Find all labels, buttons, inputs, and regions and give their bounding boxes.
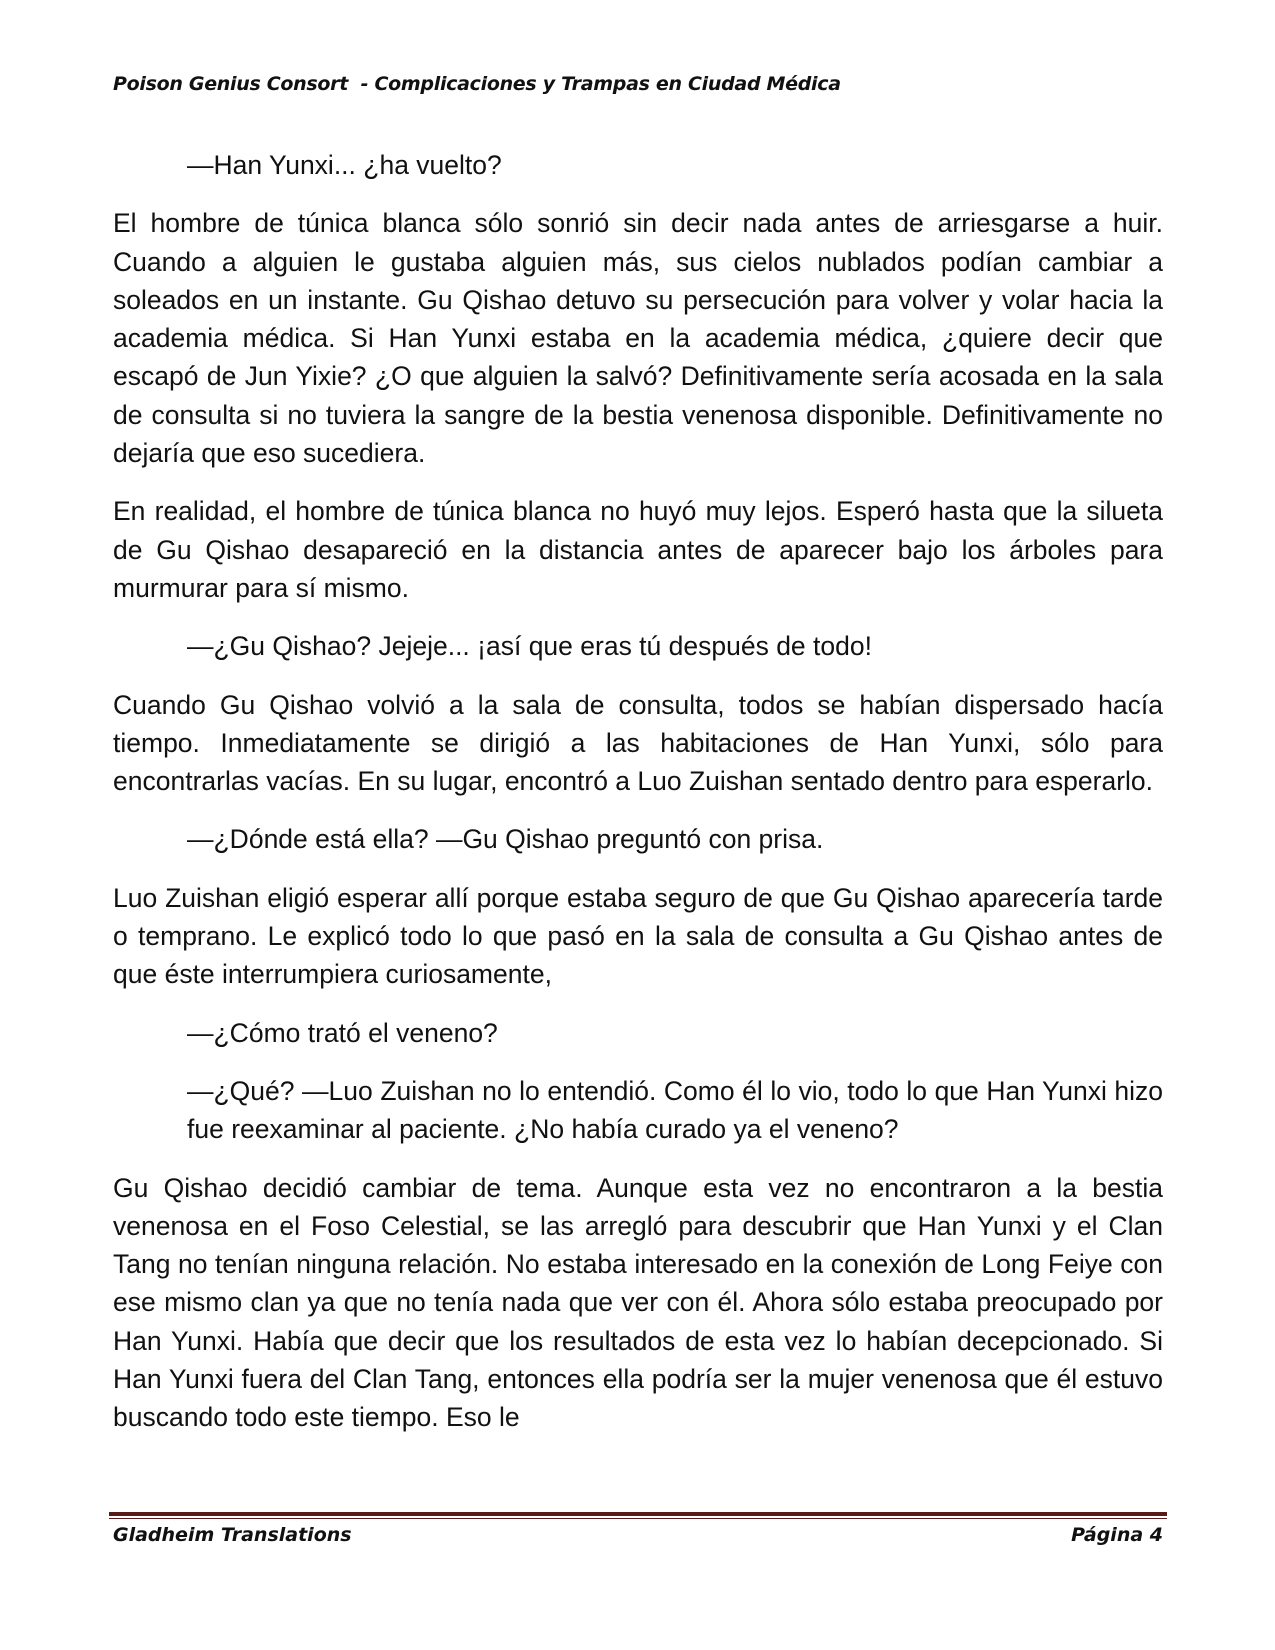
body-text [113,146,1163,1457]
running-header: Poison Genius Consort - Complicaciones y Trampas en Ciudad Médica [113,73,841,95]
page-number: Página 4 [1071,1524,1163,1546]
body-paragraph: Cuando Gu Qishao volvió a la sala de consulta, todos se habían dispersado hacía tiempo. Inmediatamente se dirigió a las habitaciones de Han Yunxi, sólo para encontrarlas vacías. En su lugar, encontró a Luo Zuishan sentado dentro para esperarlo. [113,689,1163,797]
body-paragraph: En realidad, el hombre de túnica blanca no huyó muy lejos. Esperó hasta que la silueta de Gu Qishao desapareció en la distancia antes de aparecer bajo los árboles para murmurar para sí mismo. [113,496,1163,603]
dialogue-paragraph: —¿Dónde está ella? —Gu Qishao preguntó con prisa. [187,824,824,855]
footer-divider [109,1512,1167,1519]
dialogue-paragraph: —¿Qué? —Luo Zuishan no lo entendió. Como él lo vio, todo lo que Han Yunxi hizo fue reexaminar al paciente. ¿No había curado ya el veneno? [187,1075,1163,1145]
footer-credit: Gladheim Translations [113,1524,352,1546]
dialogue-paragraph: —Han Yunxi... ¿ha vuelto? [187,150,502,180]
body-paragraph: Luo Zuishan eligió esperar allí porque estaba seguro de que Gu Qishao aparecería tarde o temprano. Le explicó todo lo que pasó en la sala de consulta a Gu Qishao antes de que éste interrumpiera curiosamente, [113,882,1163,990]
body-paragraph: El hombre de túnica blanca sólo sonrió sin decir nada antes de arriesgarse a huir. Cuando a alguien le gustaba alguien más, sus cielos nublados podían cambiar a soleados en un instante. Gu Qishao detuvo su persecución para volver y volar hacia la academia médica. Si Han Yunxi estaba en la academia médica, ¿quiere decir que escapó de Jun Yixie? ¿O que alguien la salvó? Definitivamente sería acosada en la sala de consulta si no tuviera la sangre de la bestia venenosa disponible. Definitivamente no dejaría que eso sucediera. [113,208,1163,469]
body-paragraph: Gu Qishao decidió cambiar de tema. Aunque esta vez no encontraron a la bestia venenosa en el Foso Celestial, se las arregló para descubrir que Han Yunxi y el Clan Tang no tenían ninguna relación. No estaba interesado en la conexión de Long Feiye con ese mismo clan ya que no tenía nada que ver con él. Ahora sólo estaba preocupado por Han Yunxi. Había que decir que los resultados de esta vez lo habían decepcionado. Si Han Yunxi fuera del Clan Tang, entonces ella podría ser la mujer venenosa que él estuvo buscando todo este tiempo. Eso le [113,1172,1163,1433]
dialogue-paragraph: —¿Cómo trató el veneno? [187,1017,498,1048]
dialogue-paragraph: —¿Gu Qishao? Jejeje... ¡así que eras tú después de todo! [187,631,872,662]
